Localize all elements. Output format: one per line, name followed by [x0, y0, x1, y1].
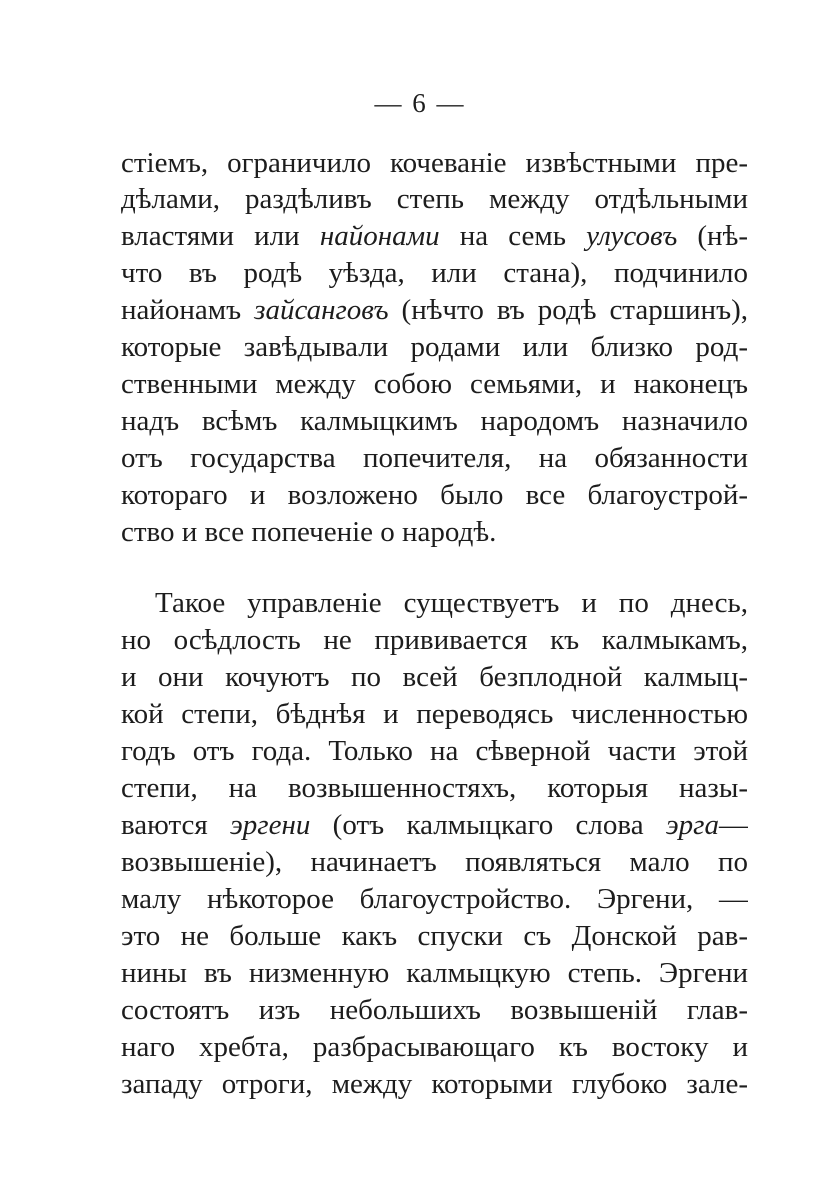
line-text: и они кочуютъ по всей безплодной калмыц-: [121, 661, 748, 693]
line-text: (нѣчто въ родѣ старшинъ),: [388, 294, 748, 326]
line-text: найонамъ: [121, 294, 255, 326]
line-text: степи, на возвышенностяхъ, которыя назы-: [121, 772, 748, 804]
text-line: [121, 439, 748, 477]
text-line: [121, 991, 748, 1029]
line-text: (нѣ-: [677, 220, 748, 252]
text-line: [121, 1065, 748, 1103]
line-text: на семь: [439, 220, 587, 252]
line-text: котораго и возложено было все благоустрой-: [121, 479, 748, 511]
line-text: (отъ калмыцкаго слова: [310, 809, 666, 841]
italic-term: зайсанговъ: [254, 294, 389, 326]
text-line: [121, 254, 748, 292]
text-line: [121, 217, 748, 255]
text-line: [121, 291, 748, 329]
text-line: [121, 695, 748, 733]
line-text: Такое управленіе существуетъ и по днесь,: [155, 587, 748, 619]
italic-term: эргени: [230, 809, 311, 841]
text-line: [121, 513, 748, 551]
italic-term: эрга: [665, 809, 719, 841]
line-text: наго хребта, разбрасывающаго къ востоку и: [121, 1031, 748, 1063]
line-text: —: [719, 809, 748, 841]
text-line: [121, 917, 748, 955]
text-line: [121, 621, 748, 659]
italic-term: найонами: [319, 220, 440, 252]
text-line: [121, 180, 748, 218]
line-text: стіемъ, ограничило кочеваніе извѣстными пре-: [121, 147, 748, 179]
line-text: которые завѣдывали родами или близко род-: [121, 331, 748, 363]
line-text: отъ государства попечителя, на обязанности: [121, 442, 748, 474]
line-text: это не больше какъ спуски съ Донской рав-: [121, 920, 748, 952]
line-text: ственными между собою семьями, и наконецъ: [121, 368, 748, 400]
line-text: но осѣдлость не прививается къ калмыкамъ,: [121, 624, 748, 656]
text-line: [121, 843, 748, 881]
text-line: [121, 402, 748, 440]
line-text: дѣлами, раздѣливъ степь между отдѣльными: [121, 183, 748, 215]
text-line: [121, 1028, 748, 1066]
page-number: — 6 —: [374, 88, 466, 118]
text-line: [121, 732, 748, 770]
line-text: что въ родѣ уѣзда, или стана), подчинило: [121, 257, 748, 289]
line-text: нины въ низменную калмыцкую степь. Эргени: [121, 957, 748, 989]
text-line: [121, 328, 748, 366]
line-text: состоятъ изъ небольшихъ возвышеній глав-: [121, 994, 748, 1026]
text-line: [121, 658, 748, 696]
text-line: [121, 806, 748, 844]
text-line: [121, 880, 748, 918]
line-text: малу нѣкоторое благоустройство. Эргени, —: [121, 883, 748, 915]
italic-term: улусовъ: [586, 220, 678, 252]
line-text: кой степи, бѣднѣя и переводясь численностью: [121, 698, 748, 730]
text-line: [121, 365, 748, 403]
line-text: годъ отъ года. Только на сѣверной части этой: [121, 735, 748, 767]
line-text: возвышеніе), начинаетъ появляться мало по: [121, 846, 748, 878]
line-text: ство и все попеченіе о народѣ.: [121, 516, 497, 548]
text-line: [121, 476, 748, 514]
line-text: западу отроги, между которыми глубоко зале-: [121, 1068, 748, 1100]
line-text: надъ всѣмъ калмыцкимъ народомъ назначило: [121, 405, 748, 437]
line-text: властями или: [121, 220, 320, 252]
line-text: ваются: [121, 809, 231, 841]
text-line: [121, 144, 748, 182]
text-line: [121, 954, 748, 992]
text-line: [121, 769, 748, 807]
text-line: [155, 584, 748, 622]
